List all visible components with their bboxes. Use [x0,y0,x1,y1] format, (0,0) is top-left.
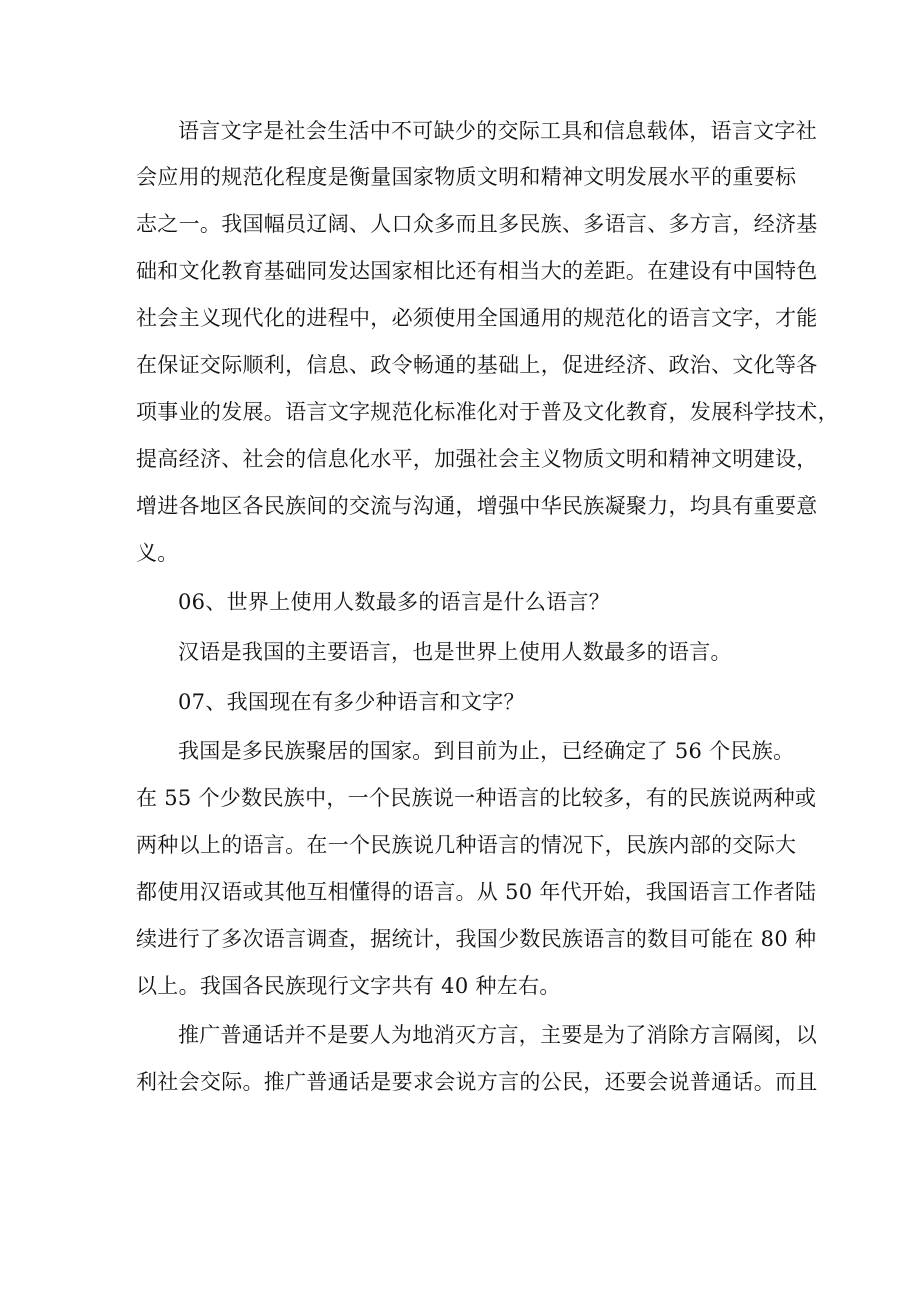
paragraph-line: 社会主义现代化的进程中，必须使用全国通用的规范化的语言文字，才能 [136,306,818,330]
paragraph-line: 两种以上的语言。在一个民族说几种语言的情况下，民族内部的交际大 [136,833,797,857]
paragraph-line: 增进各地区各民族间的交流与沟通，增强中华民族凝聚力，均具有重要意 [136,494,818,518]
paragraph-line: 语言文字是社会生活中不可缺少的交际工具和信息载体，语言文字社 [178,119,817,143]
paragraph-line: 推广普通话并不是要人为地消灭方言，主要是为了消除方言隔阂，以 [178,1023,817,1047]
paragraph-line: 提高经济、社会的信息化水平，加强社会主义物质文明和精神文明建设， [136,447,818,471]
paragraph-line: 以上。我国各民族现行文字共有 40 种左右。 [136,974,561,998]
paragraph-line: 在保证交际顺利，信息、政令畅通的基础上，促进经济、政治、文化等各 [136,353,818,377]
question-heading: 06、世界上使用人数最多的语言是什么语言？ [178,590,611,614]
paragraph-line: 义。 [136,541,179,565]
paragraph-line: 续进行了多次语言调查，据统计，我国少数民族语言的数目可能在 80 种 [136,927,817,951]
paragraph-line: 志之一。我国幅员辽阔、人口众多而且多民族、多语言、多方言，经济基 [136,212,818,236]
question-heading: 07、我国现在有多少种语言和文字？ [178,690,525,714]
paragraph-line: 利社会交际。推广普通话是要求会说方言的公民，还要会说普通话。而且 [136,1070,818,1094]
paragraph-line: 我国是多民族聚居的国家。到目前为止，已经确定了 56 个民族。 [178,739,795,763]
paragraph-line: 在 55 个少数民族中，一个民族说一种语言的比较多，有的民族说两种或 [136,786,817,810]
paragraph-line: 项事业的发展。语言文字规范化标准化对于普及文化教育，发展科学技术， [136,400,839,424]
answer-paragraph: 汉语是我国的主要语言，也是世界上使用人数最多的语言。 [178,640,732,664]
paragraph-line: 都使用汉语或其他互相懂得的语言。从 50 年代开始，我国语言工作者陆 [136,880,817,904]
paragraph-line: 础和文化教育基础同发达国家相比还有相当大的差距。在建设有中国特色 [136,259,818,283]
paragraph-line: 会应用的规范化程度是衡量国家物质文明和精神文明发展水平的重要标 [136,165,797,189]
